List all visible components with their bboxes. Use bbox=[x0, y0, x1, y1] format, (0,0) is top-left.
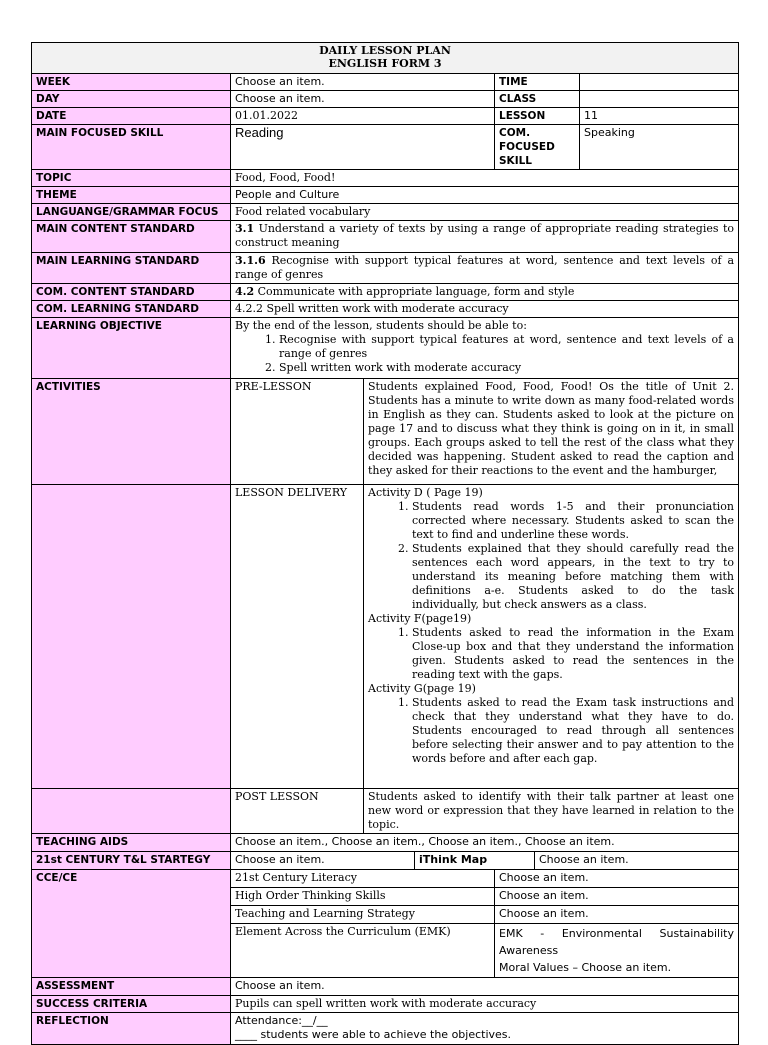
cce-dropdown[interactable]: Choose an item. bbox=[495, 906, 739, 924]
objective-list bbox=[235, 333, 734, 375]
lesson-plan-sheet bbox=[31, 42, 738, 1045]
theme-label: THEME bbox=[32, 187, 231, 204]
objective-value[interactable] bbox=[231, 318, 739, 379]
strategy-dropdown-1[interactable]: Choose an item. bbox=[231, 852, 415, 870]
plan-header bbox=[32, 43, 739, 74]
com-content-code: 4.2 bbox=[235, 285, 255, 298]
lesson-delivery-label: LESSON DELIVERY bbox=[231, 485, 364, 789]
main-learning-value[interactable] bbox=[231, 253, 739, 284]
class-label: CLASS bbox=[495, 91, 580, 108]
main-content-text: Understand a variety of texts by using a range of appropriate reading strategies to construct meaning bbox=[235, 222, 734, 249]
pre-lesson-text[interactable]: Students explained Food, Food, Food! Os the title of Unit 2. Students has a minute to write down as many food-related words in English as they can. Students asked to look at the picture on page 17 and to discuss what they think is going on in it, in small groups. Each groups asked to tell the rest of the class what they decided was happening. Student asked to read the caption and they asked for their reactions to the event and the hamburger, bbox=[364, 379, 739, 485]
cce-name: Teaching and Learning Strategy bbox=[231, 906, 495, 924]
com-content-text: Communicate with appropriate language, form and style bbox=[254, 285, 575, 298]
lesson-plan-table bbox=[31, 42, 739, 1045]
date-field[interactable]: 01.01.2022 bbox=[231, 108, 495, 125]
activity-d-item: 1. Students read words 1-5 and their pronunciation corrected where necessary. Students asked to scan the text to find and underline these words. bbox=[412, 500, 734, 542]
activity-g-list bbox=[368, 696, 734, 766]
objective-item: 1. Recognise with support typical features at word, sentence and text levels of a range of genres bbox=[279, 333, 734, 361]
cce-name: 21st Century Literacy bbox=[231, 870, 495, 888]
activity-d-title: Activity D ( Page 19) bbox=[368, 486, 483, 499]
strategy-ithink[interactable]: iThink Map bbox=[415, 852, 535, 870]
com-skill-value[interactable]: Speaking bbox=[580, 125, 739, 170]
activity-d-list bbox=[368, 500, 734, 612]
post-lesson-text[interactable]: Students asked to identify with their talk partner at least one new word or expression that they have learned in relation to the topic. bbox=[364, 789, 739, 834]
activities-label: ACTIVITIES bbox=[32, 379, 231, 485]
main-learning-code: 3.1.6 bbox=[235, 254, 266, 267]
time-label: TIME bbox=[495, 74, 580, 91]
activities-label-cont bbox=[32, 485, 231, 789]
week-label: WEEK bbox=[32, 74, 231, 91]
objective-item: 2. Spell written work with moderate accuracy bbox=[279, 361, 734, 375]
activity-f-item: 1. Students asked to read the information in the Exam Close-up box and that they understand the information given. Students asked to read the sentences in the reading text with the gaps. bbox=[412, 626, 734, 682]
emk-text: EMK - Environmental Sustainability Awareness bbox=[499, 927, 734, 957]
moral-dropdown[interactable]: Choose an item. bbox=[581, 961, 672, 974]
topic-value[interactable]: Food, Food, Food! bbox=[231, 170, 739, 187]
cce-dropdown[interactable]: Choose an item. bbox=[495, 888, 739, 906]
lesson-delivery-text[interactable] bbox=[364, 485, 739, 789]
time-field[interactable] bbox=[580, 74, 739, 91]
success-label: SUCCESS CRITERIA bbox=[32, 996, 231, 1013]
com-skill-label: COM. FOCUSED SKILL bbox=[495, 125, 580, 170]
aids-dropdowns[interactable]: Choose an item., Choose an item., Choose an item., Choose an item. bbox=[231, 834, 739, 852]
com-content-value[interactable] bbox=[231, 284, 739, 301]
main-content-label: MAIN CONTENT STANDARD bbox=[32, 221, 231, 253]
attendance-line: Attendance:__/__ bbox=[235, 1014, 328, 1027]
cce-dropdown[interactable]: Choose an item. bbox=[495, 870, 739, 888]
grammar-label: LANGUANGE/GRAMMAR FOCUS bbox=[32, 204, 231, 221]
moral-prefix: Moral Values – bbox=[499, 961, 582, 974]
cce-label: CCE/CE bbox=[32, 870, 231, 978]
activity-d-item: 2. Students explained that they should carefully read the sentences each word appears, in the text to try to understand its meaning before matching them with definitions a-e. Students asked to do the task individually, but check answers as a class. bbox=[412, 542, 734, 612]
pre-lesson-label: PRE-LESSON bbox=[231, 379, 364, 485]
main-content-value[interactable] bbox=[231, 221, 739, 253]
main-learning-text: Recognise with support typical features at word, sentence and text levels of a range of genres bbox=[235, 254, 734, 281]
main-content-code: 3.1 bbox=[235, 222, 255, 235]
objective-label: LEARNING OBJECTIVE bbox=[32, 318, 231, 379]
post-lesson-label: POST LESSON bbox=[231, 789, 364, 834]
activity-g-item: 1. Students asked to read the Exam task instructions and check that they understand what they have to do. Students encouraged to read through all sentences before selecting their answer and to pay attention to the words before and after each gap. bbox=[412, 696, 734, 766]
com-learning-value[interactable]: 4.2.2 Spell written work with moderate accuracy bbox=[231, 301, 739, 318]
objective-intro: By the end of the lesson, students should be able to: bbox=[235, 319, 527, 332]
emk-name: Element Across the Curriculum (EMK) bbox=[231, 924, 495, 978]
week-dropdown[interactable]: Choose an item. bbox=[231, 74, 495, 91]
day-dropdown[interactable]: Choose an item. bbox=[231, 91, 495, 108]
header-subtitle: ENGLISH FORM 3 bbox=[328, 57, 442, 70]
activity-g-title: Activity G(page 19) bbox=[368, 682, 476, 695]
com-content-label: COM. CONTENT STANDARD bbox=[32, 284, 231, 301]
topic-label: TOPIC bbox=[32, 170, 231, 187]
com-learning-label: COM. LEARNING STANDARD bbox=[32, 301, 231, 318]
activity-f-list bbox=[368, 626, 734, 682]
activity-f-title: Activity F(page19) bbox=[368, 612, 472, 625]
main-skill-label: MAIN FOCUSED SKILL bbox=[32, 125, 231, 170]
header-title: DAILY LESSON PLAN bbox=[319, 44, 451, 57]
theme-value[interactable]: People and Culture bbox=[231, 187, 739, 204]
activities-label-cont bbox=[32, 789, 231, 834]
strategy-dropdown-2[interactable]: Choose an item. bbox=[535, 852, 739, 870]
lesson-label: LESSON bbox=[495, 108, 580, 125]
date-label: DATE bbox=[32, 108, 231, 125]
class-field[interactable] bbox=[580, 91, 739, 108]
aids-label: TEACHING AIDS bbox=[32, 834, 231, 852]
reflection-label: REFLECTION bbox=[32, 1013, 231, 1045]
main-skill-value[interactable]: Reading bbox=[231, 125, 495, 170]
assessment-label: ASSESSMENT bbox=[32, 978, 231, 996]
cce-name: High Order Thinking Skills bbox=[231, 888, 495, 906]
main-learning-label: MAIN LEARNING STANDARD bbox=[32, 253, 231, 284]
reflection-value[interactable] bbox=[231, 1013, 739, 1045]
day-label: DAY bbox=[32, 91, 231, 108]
lesson-field[interactable]: 11 bbox=[580, 108, 739, 125]
moral-values bbox=[499, 959, 734, 976]
strategy-label: 21st CENTURY T&L STARTEGY bbox=[32, 852, 231, 870]
objectives-line: ____ students were able to achieve the objectives. bbox=[235, 1028, 512, 1041]
assessment-dropdown[interactable]: Choose an item. bbox=[231, 978, 739, 996]
emk-value[interactable] bbox=[495, 924, 739, 978]
success-value[interactable]: Pupils can spell written work with moderate accuracy bbox=[231, 996, 739, 1013]
grammar-value[interactable]: Food related vocabulary bbox=[231, 204, 739, 221]
